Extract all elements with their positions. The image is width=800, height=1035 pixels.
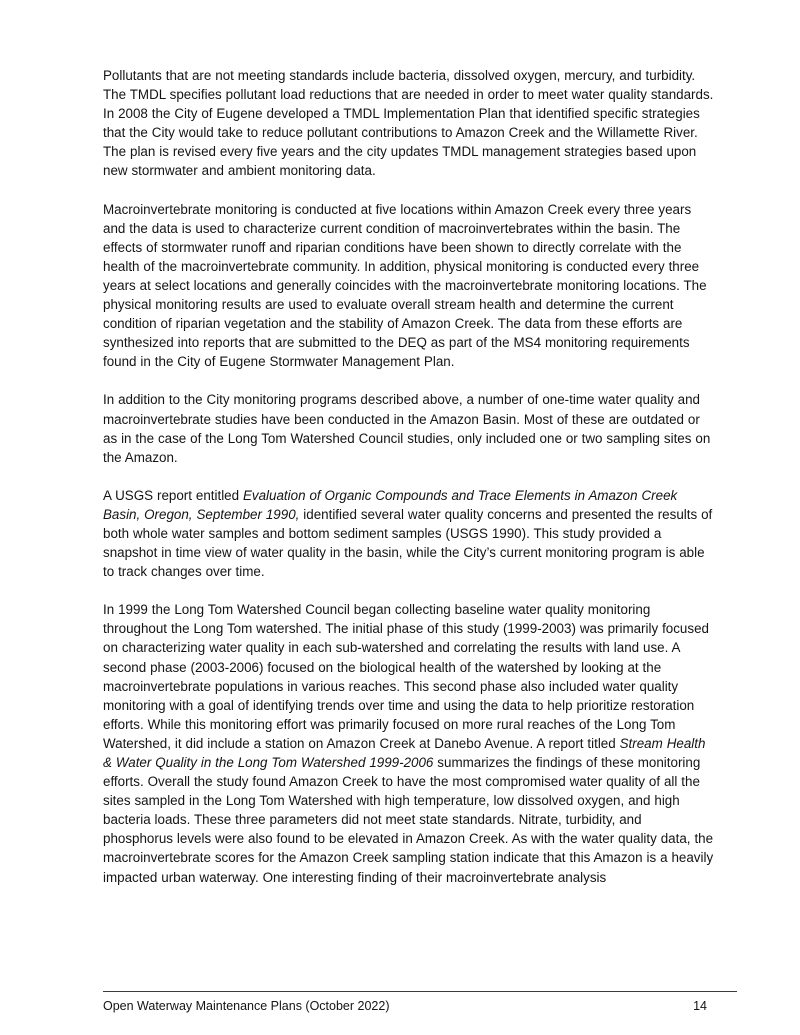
text-run: Pollutants that are not meeting standards include bacteria, dissolved oxygen, mercury, and turbidity. The TMDL specifies pollutant load reductions that are needed in order to meet water quality standards. In 2008 the City of Eugene developed a TMDL Implementation Plan that identified specific strategies that the City would take to reduce pollutant contributions to Amazon Creek and the Willamette River. The plan is revised every five years and the city updates TMDL management strategies based upon new stormwater and ambient monitoring data. [103, 68, 714, 179]
text-run: In 1999 the Long Tom Watershed Council began collecting baseline water quality monitoring throughout the Long Tom watershed. The initial phase of this study (1999-2003) was primarily focused on characterizing water quality in each sub-watershed and correlating the results with land use. A second phase (2003-2006) focused on the biological health of the watershed by looking at the macroinvertebrate populations in various reaches. This second phase also included water quality monitoring with a goal of identifying trends over time and using the data to help prioritize restoration efforts. While this monitoring effort was primarily focused on more rural reaches of the Long Tom Watershed, it did include a station on Amazon Creek at Danebo Avenue. A report titled [103, 602, 709, 751]
paragraph-macroinvertebrate-monitoring [103, 200, 715, 372]
paragraph-one-time-studies [103, 390, 715, 466]
report-title-italic-run: Evaluation of Organic Compounds and Trace Elements in Amazon Creek Basin, Oregon, September 1990, [103, 487, 678, 522]
text-run: Macroinvertebrate monitoring is conducted at five locations within Amazon Creek every three years and the data is used to characterize current condition of macroinvertebrates within the basin. The effects of stormwater runoff and riparian conditions have been shown to directly correlate with the health of the macroinvertebrate community. In addition, physical monitoring is conducted every three years at select locations and generally coincides with the macroinvertebrate monitoring locations. The physical monitoring results are used to evaluate overall stream health and determine the current condition of riparian vegetation and the stability of Amazon Creek. The data from these efforts are synthesized into reports that are submitted to the DEQ as part of the MS4 monitoring requirements found in the City of Eugene Stormwater Management Plan. [103, 201, 707, 370]
document-body [103, 66, 715, 906]
text-run: summarizes the findings of these monitoring efforts. Overall the study found Amazon Creek to have the most compromised water quality of all the sites sampled in the Long Tom Watershed with high temperature, low dissolved oxygen, and high bacteria loads. These three parameters did not meet state standards. Nitrate, turbidity, and phosphorus levels were also found to be elevated in Amazon Creek. As with the water quality data, the macroinvertebrate scores for the Amazon Creek sampling station indicate that this Amazon is a heavily impacted urban waterway. One interesting finding of their macroinvertebrate analysis [103, 755, 714, 885]
page-footer [103, 991, 737, 1013]
paragraph-pollutants-tmdl [103, 66, 715, 181]
report-title-italic-run: Stream Health & Water Quality in the Long Tom Watershed 1999-2006 [103, 735, 706, 770]
paragraph-usgs-report [103, 486, 715, 581]
footer-document-title: Open Waterway Maintenance Plans (October 2022) [103, 999, 390, 1013]
text-run: identified several water quality concerns and presented the results of both whole water samples and bottom sediment samples (USGS 1990). This study provided a snapshot in time view of water quality in the basin, while the City’s current monitoring program is able to track changes over time. [103, 506, 713, 580]
text-run: A USGS report entitled [103, 487, 243, 503]
paragraph-long-tom-watershed [103, 600, 715, 886]
text-run: In addition to the City monitoring programs described above, a number of one-time water quality and macroinvertebrate studies have been conducted in the Amazon Basin. Most of these are outdated or as in the case of the Long Tom Watershed Council studies, only included one or two sampling sites on the Amazon. [103, 392, 711, 465]
page-number: 14 [693, 999, 707, 1013]
